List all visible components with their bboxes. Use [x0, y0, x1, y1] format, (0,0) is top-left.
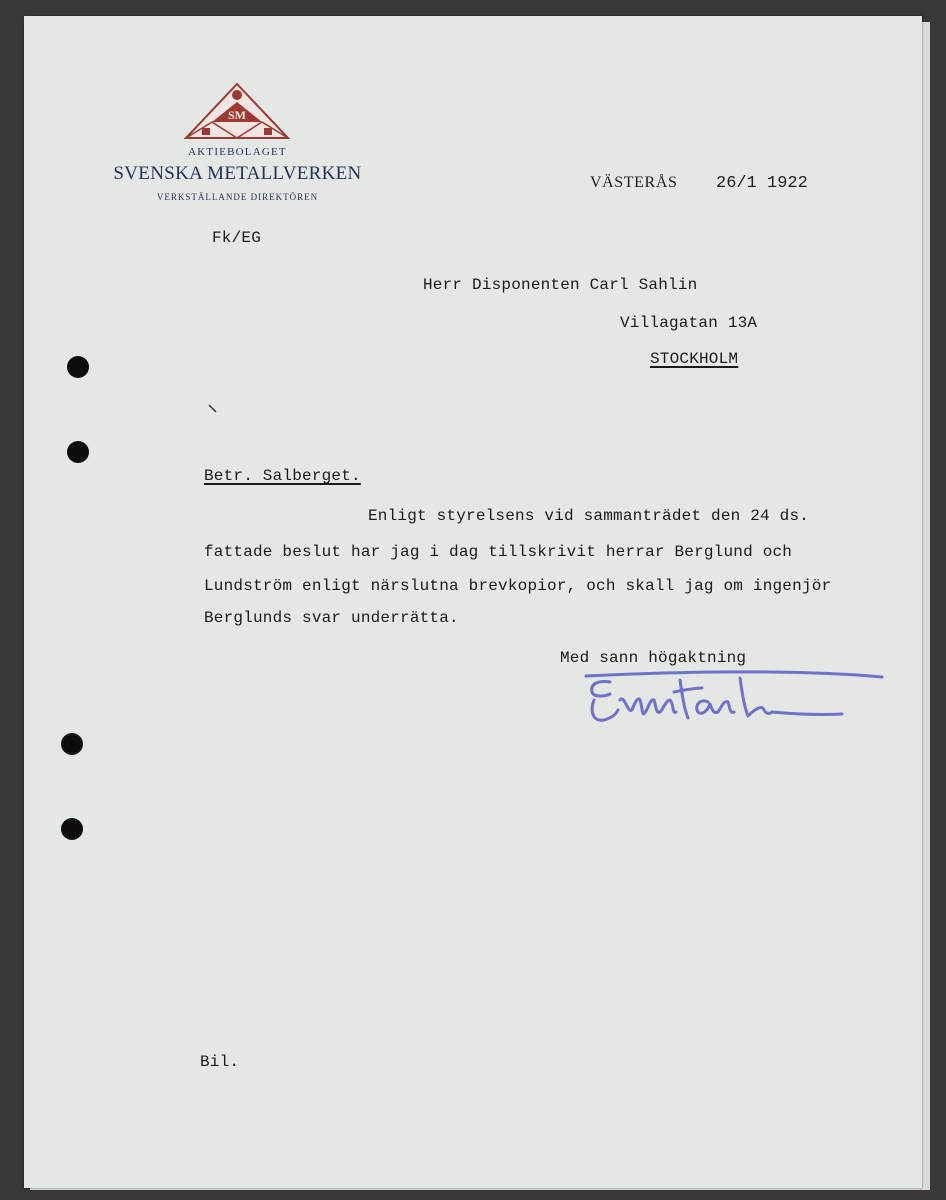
punch-hole [61, 733, 83, 755]
recipient-line1: Herr Disponenten Carl Sahlin [423, 276, 698, 294]
punch-hole [61, 818, 83, 840]
company-prefix: AKTIEBOLAGET [188, 146, 287, 158]
handwritten-signature [580, 670, 890, 740]
enclosure: Bil. [200, 1053, 240, 1071]
body-line: Berglunds svar underrätta. [204, 609, 459, 627]
subject: Betr. Salberget. [204, 467, 361, 485]
punch-hole [67, 356, 89, 378]
date: 26/1 1922 [716, 174, 808, 193]
recipient-line2: Villagatan 13A [620, 314, 758, 332]
department: VERKSTÄLLANDE DIREKTÖREN [156, 192, 319, 202]
recipient-city: STOCKHOLM [650, 350, 739, 368]
company-name: SVENSKA METALLVERKEN [113, 163, 362, 184]
body-line: Lundström enligt närslutna brevkopior, och skall jag om ingenjör [204, 577, 832, 595]
tick-mark [208, 404, 218, 414]
punch-hole [67, 441, 89, 463]
svg-text:SM: SM [228, 108, 246, 122]
body-line: Enligt styrelsens vid sammanträdet den 24 ds. [368, 507, 810, 525]
reference: Fk/EG [212, 229, 262, 247]
company-logo [184, 82, 290, 142]
body-line: fattade beslut har jag i dag tillskrivit herrar Berglund och [204, 543, 793, 561]
place: VÄSTERÅS [590, 174, 678, 191]
closing: Med sann högaktning [560, 649, 747, 667]
